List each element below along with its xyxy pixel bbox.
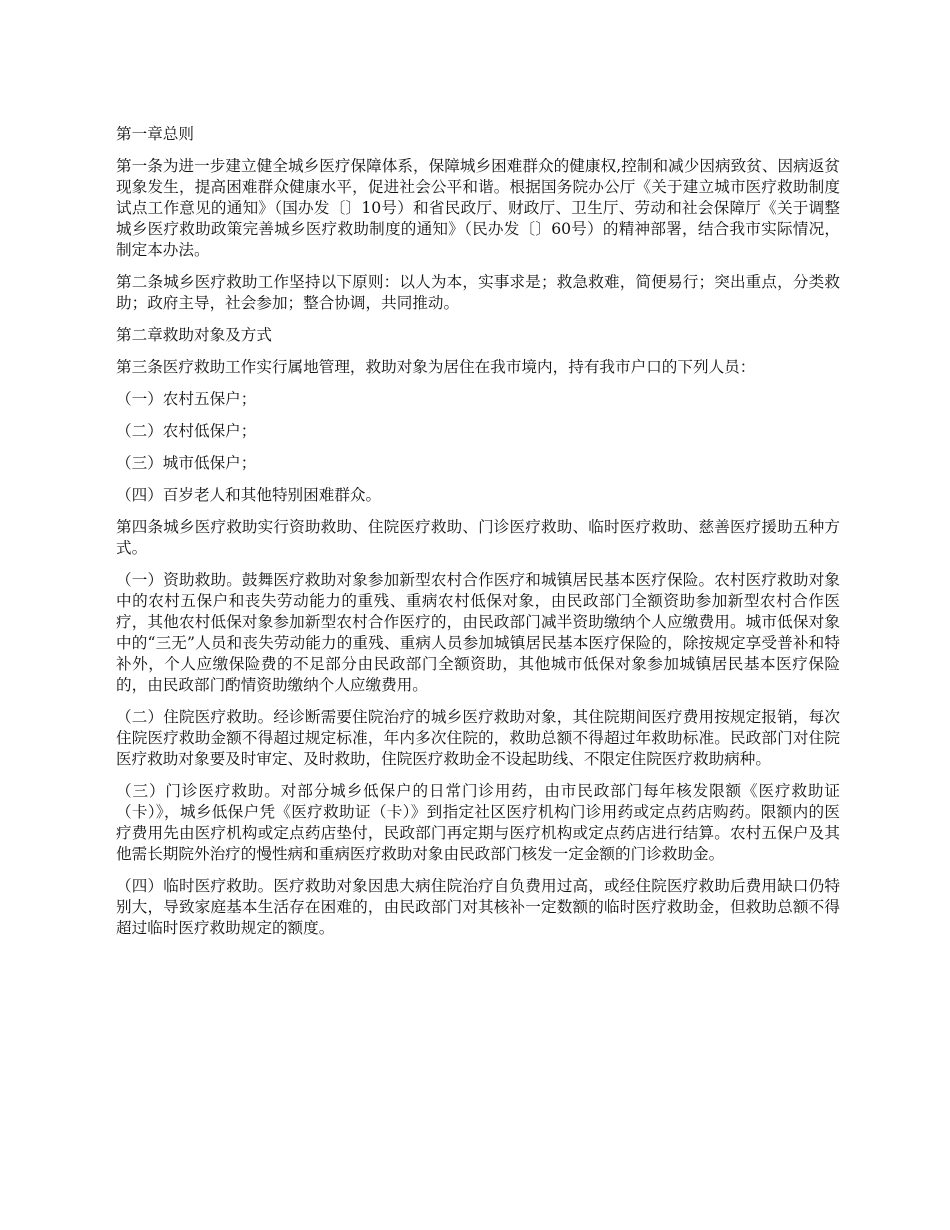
document-page: [116, 124, 840, 950]
article-4-item-3: （三）门诊医疗救助。对部分城乡低保户的日常门诊用药，由市民政部门每年核发限额《医疗救助证（卡）》，城乡低保户凭《医疗救助证（卡）》到指定社区医疗机构门诊用药或定点药店购药。限额内的医疗费用先由医疗机构或定点药店垫付，民政部门再定期与医疗机构或定点药店进行结算。农村五保户及其他需长期院外治疗的慢性病和重病医疗救助对象由民政部门核发一定金额的门诊救助金。: [116, 782, 840, 863]
article-2: 第二条城乡医疗救助工作坚持以下原则：以人为本，实事求是；救急救难，简便易行；突出重点，分类救助；政府主导，社会参加；整合协调，共同推动。: [116, 273, 840, 312]
article-4-item-4: （四）临时医疗救助。医疗救助对象因患大病住院治疗自负费用过高，或经住院医疗救助后费用缺口仍特别大，导致家庭基本生活存在困难的，由民政部门对其核补一定数额的临时医疗救助金，但救助总额不得超过临时医疗救助规定的额度。: [116, 877, 840, 937]
article-4: 第四条城乡医疗救助实行资助救助、住院医疗救助、门诊医疗救助、临时医疗救助、慈善医疗援助五种方式。: [116, 518, 840, 557]
article-3-item-2: （二）农村低保户；: [116, 422, 257, 440]
article-4-item-1: （一）资助救助。鼓舞医疗救助对象参加新型农村合作医疗和城镇居民基本医疗保险。农村医疗救助对象中的农村五保户和丧失劳动能力的重残、重病农村低保对象，由民政部门全额资助参加新型农村合作医疗，其他农村低保对象参加新型农村合作医疗的，由民政部门减半资助缴纳个人应缴费用。城市低保对象中的“三无”人员和丧失劳动能力的重残、重病人员参加城镇居民基本医疗保险的，除按规定享受普补和特补外，个人应缴保险费的不足部分由民政部门全额资助，其他城市低保对象参加城镇居民基本医疗保险的，由民政部门酌情资助缴纳个人应缴费用。: [116, 571, 840, 694]
article-4-item-2: （二）住院医疗救助。经诊断需要住院治疗的城乡医疗救助对象，其住院期间医疗费用按规定报销，每次住院医疗救助金额不得超过规定标准，年内多次住院的，救助总额不得超过年救助标准。民政部门对住院医疗救助对象要及时审定、及时救助，住院医疗救助金不设起助线、不限定住院医疗救助病种。: [116, 708, 840, 768]
article-3: 第三条医疗救助工作实行属地管理，救助对象为居住在我市境内，持有我市户口的下列人员：: [116, 358, 756, 376]
chapter-2-title: 第二章救助对象及方式: [116, 326, 272, 344]
article-3-item-1: （一）农村五保户；: [116, 390, 257, 408]
article-3-item-4: （四）百岁老人和其他特别困难群众。: [116, 486, 382, 504]
article-1: 第一条为进一步建立健全城乡医疗保障体系，保障城乡困难群众的健康权,控制和减少因病致贫、因病返贫现象发生，提高困难群众健康水平，促进社会公平和谐。根据国务院办公厅《关于建立城市医疗救助制度试点工作意见的通知》（国办发〔〕10号）和省民政厅、财政厅、卫生厅、劳动和社会保障厅《关于调整城乡医疗救助政策完善城乡医疗救助制度的通知》（民办发〔〕60号）的精神部署，结合我市实际情况，制定本办法。: [116, 157, 840, 259]
article-3-item-3: （三）城市低保户；: [116, 454, 257, 472]
chapter-1-title: 第一章总则: [116, 125, 194, 143]
